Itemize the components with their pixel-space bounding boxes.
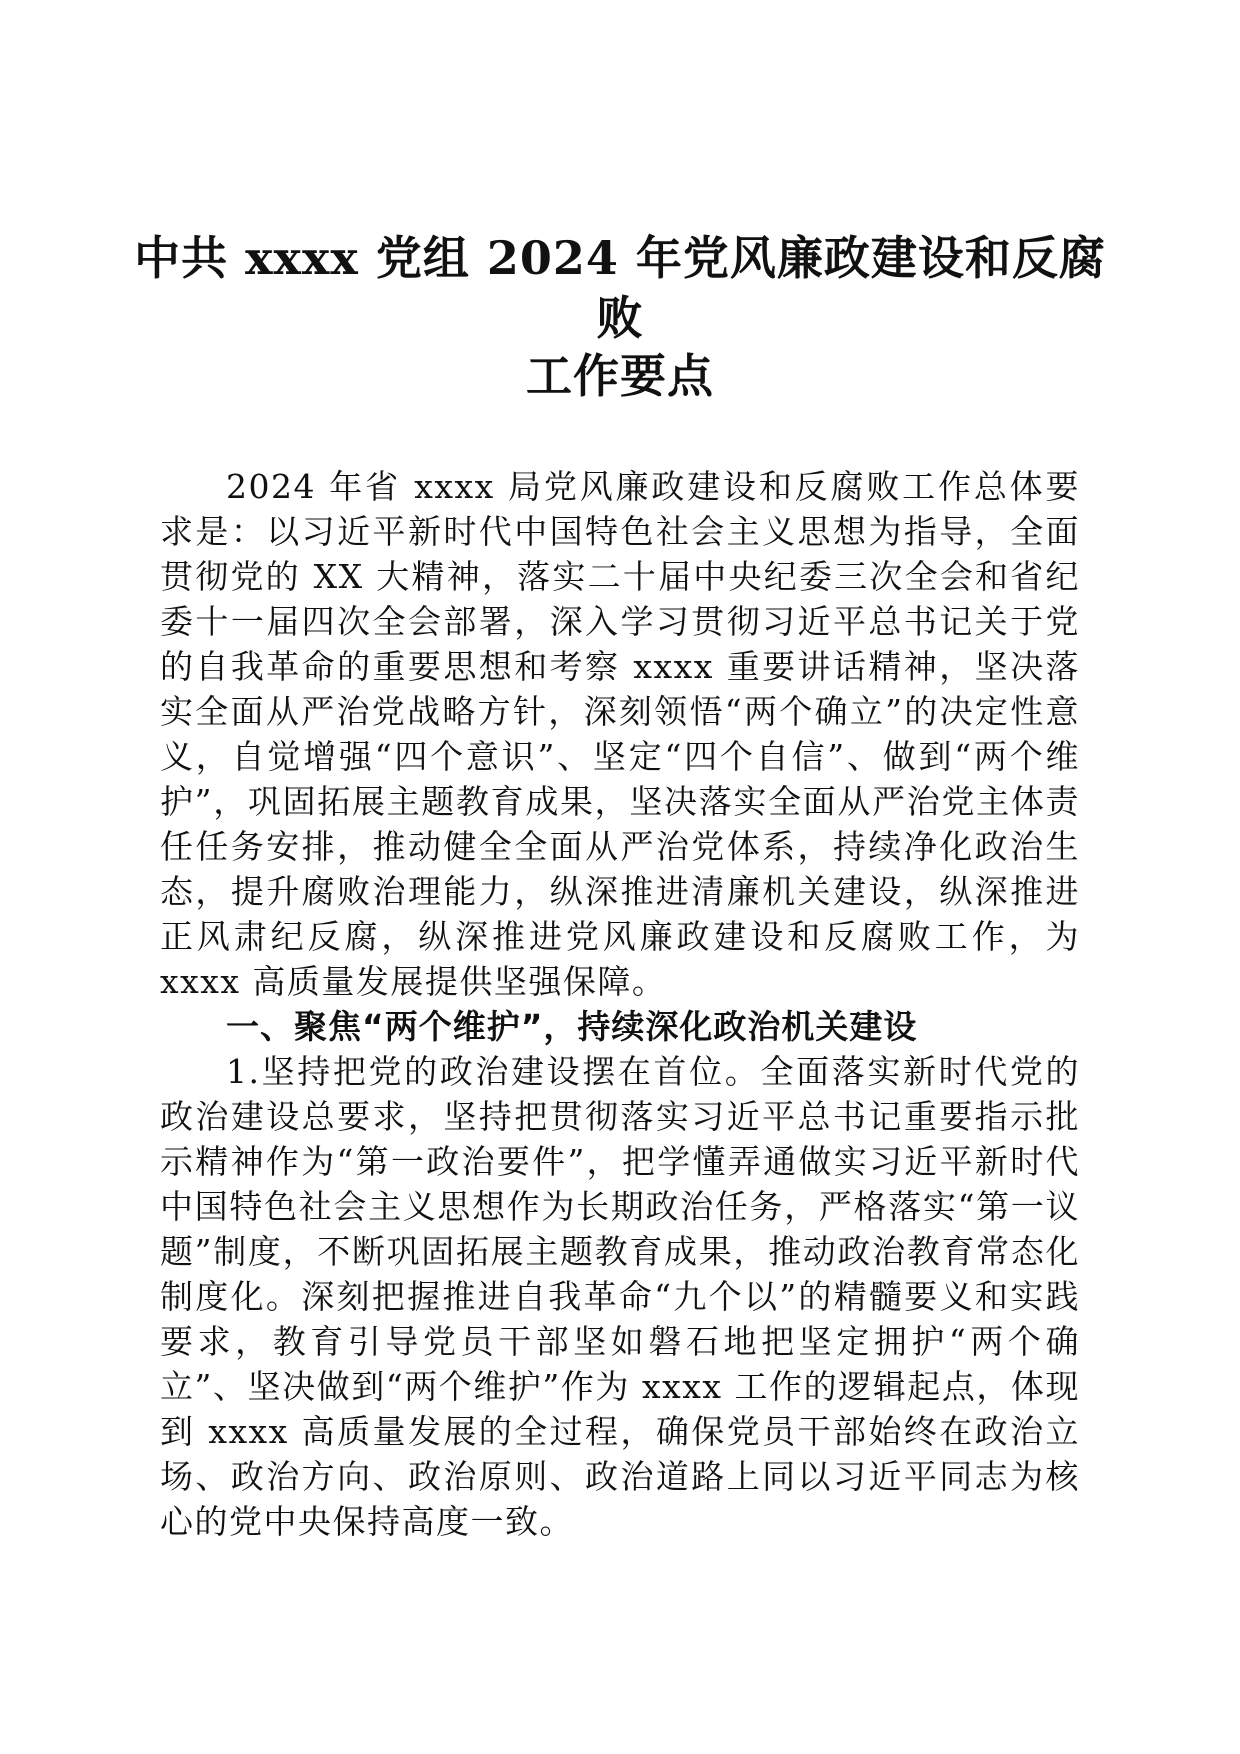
document-body — [160, 464, 1080, 1544]
document-title-line-1: 中共 xxxx 党组 2024 年党风廉政建设和反腐败 — [134, 231, 1106, 345]
document-title-line-2: 工作要点 — [526, 349, 714, 403]
item-1-paragraph: 1.坚持把党的政治建设摆在首位。全面落实新时代党的政治建设总要求，坚持把贯彻落实习近平总书记重要指示批示精神作为“第一政治要件”，把学懂弄通做实习近平新时代中国特色社会主义思想作为长期政治任务，严格落实“第一议题”制度，不断巩固拓展主题教育成果，推动政治教育常态化制度化。深刻把握推进自我革命“九个以”的精髓要义和实践要求，教育引导党员干部坚如磐石地把坚定拥护“两个确立”、坚决做到“两个维护”作为 xxxx 工作的逻辑起点，体现到 xxxx 高质量发展的全过程，确保党员干部始终在政治立场、政治方向、政治原则、政治道路上同以习近平同志为核心的党中央保持高度一致。 — [160, 1052, 1080, 1541]
intro-paragraph: 2024 年省 xxxx 局党风廉政建设和反腐败工作总体要求是：以习近平新时代中国特色社会主义思想为指导，全面贯彻党的 XX 大精神，落实二十届中央纪委三次全会和省纪委十一届四次全会部署，深入学习贯彻习近平总书记关于党的自我革命的重要思想和考察 xxxx 重要讲话精神，坚决落实全面从严治党战略方针，深刻领悟“两个确立”的决定性意义，自觉增强“四个意识”、坚定“四个自信”、做到“两个维护”，巩固拓展主题教育成果，坚决落实全面从严治党主体责任任务安排，推动健全全面从严治党体系，持续净化政治生态，提升腐败治理能力，纵深推进清廉机关建设，纵深推进正风肃纪反腐，纵深推进党风廉政建设和反腐败工作，为 xxxx 高质量发展提供坚强保障。 — [160, 467, 1080, 1001]
section-1-heading: 一、聚焦“两个维护”，持续深化政治机关建设 — [226, 1007, 918, 1046]
